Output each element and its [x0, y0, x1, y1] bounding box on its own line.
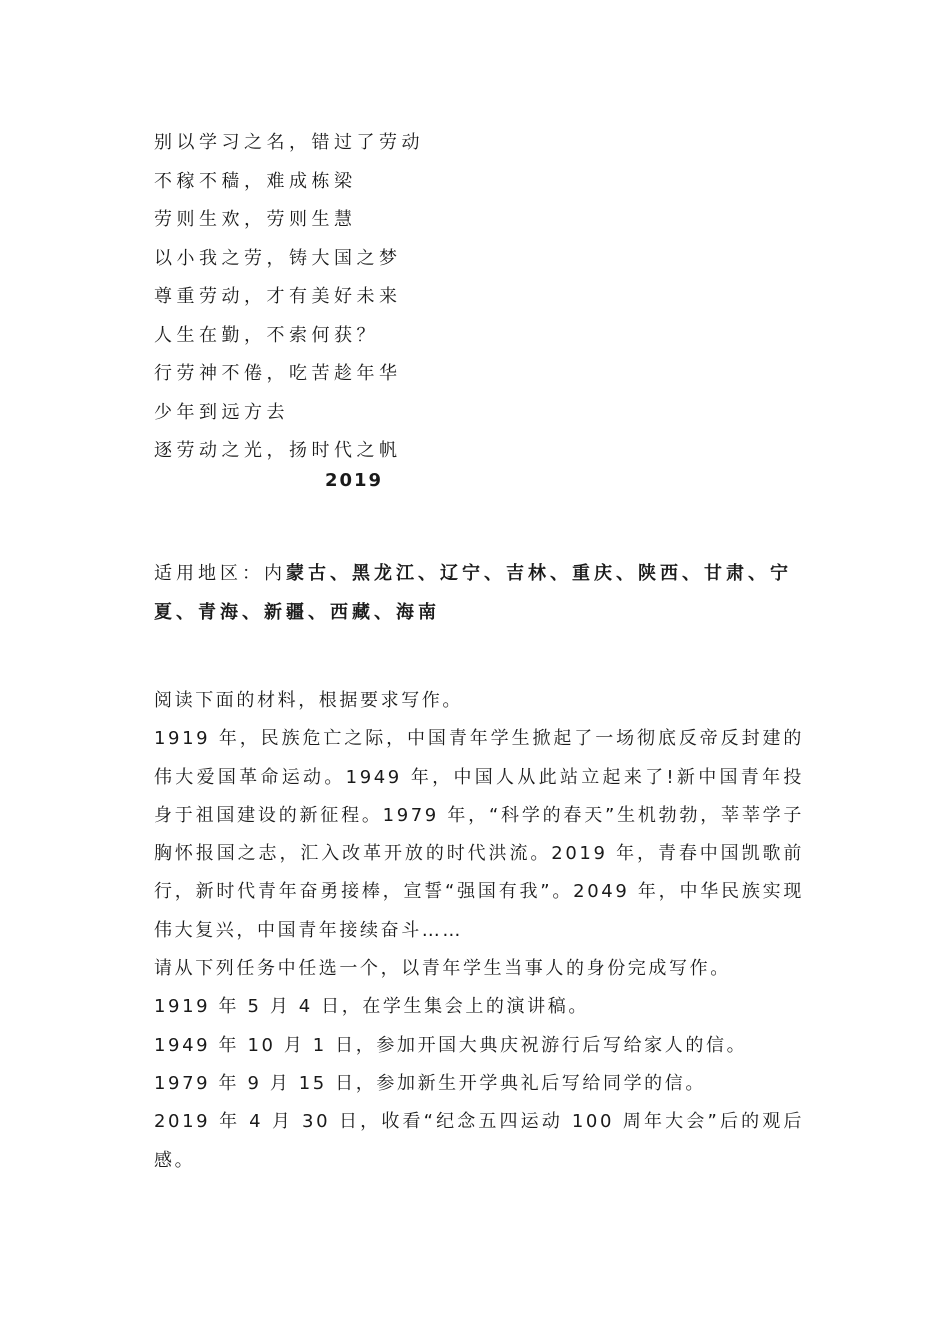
poem-line: 别以学习之名，错过了劳动: [154, 132, 424, 153]
poem-block: [154, 124, 424, 471]
poem-line: 行劳神不倦，吃苦趁年华: [154, 363, 402, 384]
writing-task: [154, 682, 804, 1180]
task-instruction: 请从下列任务中任选一个，以青年学生当事人的身份完成写作。: [154, 958, 731, 980]
task-option: 1919 年 5 月 4 日，在学生集会上的演讲稿。: [154, 996, 589, 1018]
poem-line: 以小我之劳，铸大国之梦: [154, 247, 402, 269]
task-option: 2019 年 4 月 30 日，收看“纪念五四运动 100 周年大会”后的观后感。: [154, 1111, 804, 1171]
task-intro: 阅读下面的材料，根据要求写作。: [154, 690, 463, 711]
task-option: 1979 年 9 月 15 日，参加新生开学典礼后写给同学的信。: [154, 1072, 706, 1094]
poem-line: 尊重劳动，才有美好未来: [154, 286, 402, 307]
task-material: 1919 年，民族危亡之际，中国青年学生掀起了一场彻底反帝反封建的伟大爱国革命运动。1949 年，中国人从此站立起来了!新中国青年投身于祖国建设的新征程。1979 年，“科学的春天”生机勃勃，莘莘学子胸怀报国之志，汇入改革开放的时代洪流。2019 年，青春中国凯歌前行，新时代青年奋勇接棒，宣誓“强国有我”。2049 年，中华民族实现伟大复兴，中国青年接续奋斗……: [154, 728, 804, 941]
poem-line: 人生在勤，不索何获？: [154, 324, 379, 346]
poem-line: 劳则生欢，劳则生慧: [154, 209, 357, 230]
task-option: 1949 年 10 月 1 日，参加开国大典庆祝游行后写给家人的信。: [154, 1034, 748, 1056]
region-list: 蒙古、黑龙江、辽宁、吉林、重庆、陕西、甘肃、宁夏、青海、新疆、西藏、海南: [154, 563, 792, 623]
poem-line: 不稼不穑，难成栋梁: [154, 170, 357, 192]
poem-line: 少年到远方去: [154, 401, 289, 423]
poem-line: 逐劳动之光，扬时代之帆: [154, 440, 402, 461]
year-heading: 2019: [324, 470, 384, 491]
region-label: 适用地区：内: [154, 563, 286, 584]
applicable-regions: [154, 555, 814, 632]
